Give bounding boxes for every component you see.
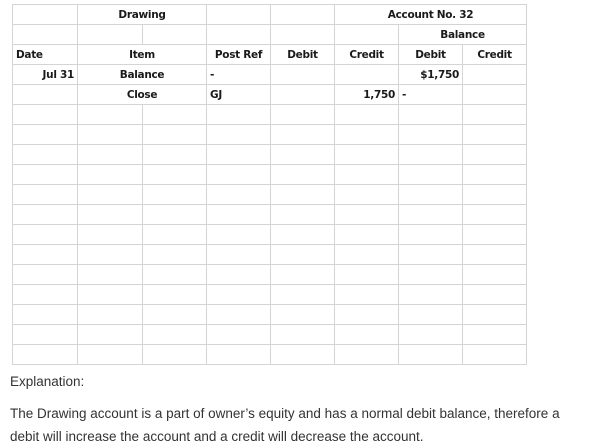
explanation-section [10,373,588,448]
empty-ledger-cell [335,325,399,345]
empty-ledger-cell [143,205,207,225]
empty-ledger-cell [143,125,207,145]
empty-ledger-cell [78,345,143,365]
empty-ledger-row [13,345,527,365]
empty-ledger-cell [463,345,527,365]
empty-ledger-cell [271,305,335,325]
empty-ledger-cell [463,245,527,265]
empty-ledger-cell [13,225,78,245]
empty-ledger-cell [463,265,527,285]
empty-ledger-cell [271,325,335,345]
column-header-date: Date [13,45,78,65]
empty-ledger-cell [335,125,399,145]
empty-ledger-cell [399,105,463,125]
empty-ledger-row [13,285,527,305]
column-header-item: Item [78,45,207,65]
empty-ledger-row [13,105,527,125]
ledger-entry-row [13,65,527,85]
ledger-table [12,4,527,365]
empty-ledger-cell [335,165,399,185]
empty-ledger-cell [13,265,78,285]
empty-ledger-cell [13,245,78,265]
empty-ledger-cell [463,285,527,305]
empty-ledger-cell [271,205,335,225]
entry-item: Balance [78,65,207,85]
entry-debit [271,65,335,85]
entry-balance-debit: $1,750 [399,65,463,85]
empty-ledger-cell [13,205,78,225]
empty-ledger-cell [271,125,335,145]
balance-header: Balance [399,25,527,45]
empty-ledger-cell [13,125,78,145]
empty-ledger-cell [78,205,143,225]
empty-ledger-cell [207,245,271,265]
empty-ledger-cell [78,105,143,125]
empty-ledger-cell [143,265,207,285]
empty-ledger-cell [399,245,463,265]
empty-ledger-cell [399,125,463,145]
empty-ledger-cell [399,225,463,245]
empty-ledger-cell [271,225,335,245]
entry-balance-credit [463,65,527,85]
empty-ledger-cell [271,165,335,185]
entry-item: Close [78,85,207,105]
empty-ledger-cell [335,105,399,125]
empty-ledger-cell [207,205,271,225]
empty-ledger-cell [335,225,399,245]
explanation-heading: Explanation: [10,374,85,389]
empty-ledger-cell [13,305,78,325]
empty-ledger-cell [271,265,335,285]
account-number: Account No. 32 [335,5,527,25]
empty-ledger-cell [399,205,463,225]
empty-ledger-row [13,305,527,325]
empty-ledger-cell [335,145,399,165]
account-name: Drawing [78,5,207,25]
empty-ledger-cell [78,165,143,185]
entry-credit: 1,750 [335,85,399,105]
empty-ledger-cell [271,185,335,205]
empty-ledger-cell [463,165,527,185]
column-header-balance-credit: Credit [463,45,527,65]
entry-date: Jul 31 [13,65,78,85]
empty-ledger-cell [78,185,143,205]
empty-ledger-cell [13,105,78,125]
empty-ledger-cell [399,305,463,325]
entry-post-ref: - [207,65,271,85]
empty-ledger-cell [335,245,399,265]
empty-ledger-cell [207,305,271,325]
empty-ledger-cell [463,185,527,205]
empty-ledger-cell [143,185,207,205]
empty-ledger-cell [143,345,207,365]
empty-ledger-cell [335,265,399,285]
empty-ledger-cell [78,225,143,245]
empty-ledger-cell [78,265,143,285]
empty-ledger-cell [463,125,527,145]
entry-credit [335,65,399,85]
empty-ledger-row [13,245,527,265]
empty-ledger-cell [143,285,207,305]
empty-ledger-cell [399,145,463,165]
empty-ledger-cell [271,345,335,365]
entry-balance-credit [463,85,527,105]
empty-ledger-cell [207,185,271,205]
empty-ledger-cell [78,325,143,345]
empty-ledger-cell [399,165,463,185]
empty-ledger-cell [399,265,463,285]
empty-ledger-cell [335,285,399,305]
account-title-row [13,5,527,25]
empty-ledger-cell [207,145,271,165]
column-header-balance-debit: Debit [399,45,463,65]
balance-header-row [13,25,527,45]
entry-post-ref: GJ [207,85,271,105]
empty-ledger-cell [13,165,78,185]
column-header-row [13,45,527,65]
empty-ledger-cell [207,285,271,305]
empty-ledger-cell [143,165,207,185]
empty-ledger-row [13,185,527,205]
empty-ledger-cell [463,205,527,225]
empty-ledger-cell [271,145,335,165]
empty-ledger-row [13,205,527,225]
entry-debit [271,85,335,105]
column-header-debit: Debit [271,45,335,65]
empty-ledger-cell [13,285,78,305]
empty-ledger-cell [207,125,271,145]
empty-ledger-row [13,225,527,245]
empty-ledger-row [13,145,527,165]
explanation-text: The Drawing account is a part of owner’s equity and has a normal debit balance, therefore a debit will increase the account and a credit will decrease the account. [10,406,560,444]
empty-ledger-cell [399,345,463,365]
empty-ledger-cell [78,285,143,305]
empty-ledger-cell [207,165,271,185]
empty-ledger-cell [463,105,527,125]
empty-ledger-cell [207,105,271,125]
empty-ledger-cell [399,285,463,305]
empty-ledger-cell [271,245,335,265]
empty-ledger-cell [13,185,78,205]
empty-ledger-cell [207,225,271,245]
empty-ledger-cell [463,305,527,325]
column-header-post-ref: Post Ref [207,45,271,65]
empty-ledger-cell [13,345,78,365]
empty-ledger-cell [78,245,143,265]
empty-ledger-cell [335,345,399,365]
empty-ledger-cell [207,345,271,365]
empty-ledger-cell [78,305,143,325]
empty-ledger-cell [399,185,463,205]
entry-date [13,85,78,105]
empty-ledger-row [13,165,527,185]
empty-ledger-cell [143,245,207,265]
empty-ledger-cell [143,325,207,345]
empty-ledger-cell [335,305,399,325]
column-header-credit: Credit [335,45,399,65]
empty-ledger-cell [13,325,78,345]
empty-ledger-cell [335,205,399,225]
empty-ledger-row [13,265,527,285]
empty-ledger-cell [463,225,527,245]
empty-ledger-cell [207,325,271,345]
empty-ledger-cell [143,305,207,325]
empty-ledger-cell [271,105,335,125]
empty-ledger-cell [143,225,207,245]
ledger-entry-row [13,85,527,105]
empty-ledger-cell [399,325,463,345]
empty-ledger-row [13,325,527,345]
empty-ledger-cell [143,105,207,125]
empty-ledger-cell [335,185,399,205]
empty-ledger-cell [271,285,335,305]
empty-ledger-cell [207,265,271,285]
empty-ledger-cell [13,145,78,165]
empty-ledger-cell [78,145,143,165]
empty-ledger-cell [143,145,207,165]
empty-ledger-cell [78,125,143,145]
entry-balance-debit: - [399,85,463,105]
empty-ledger-row [13,125,527,145]
empty-ledger-cell [463,145,527,165]
empty-ledger-cell [463,325,527,345]
